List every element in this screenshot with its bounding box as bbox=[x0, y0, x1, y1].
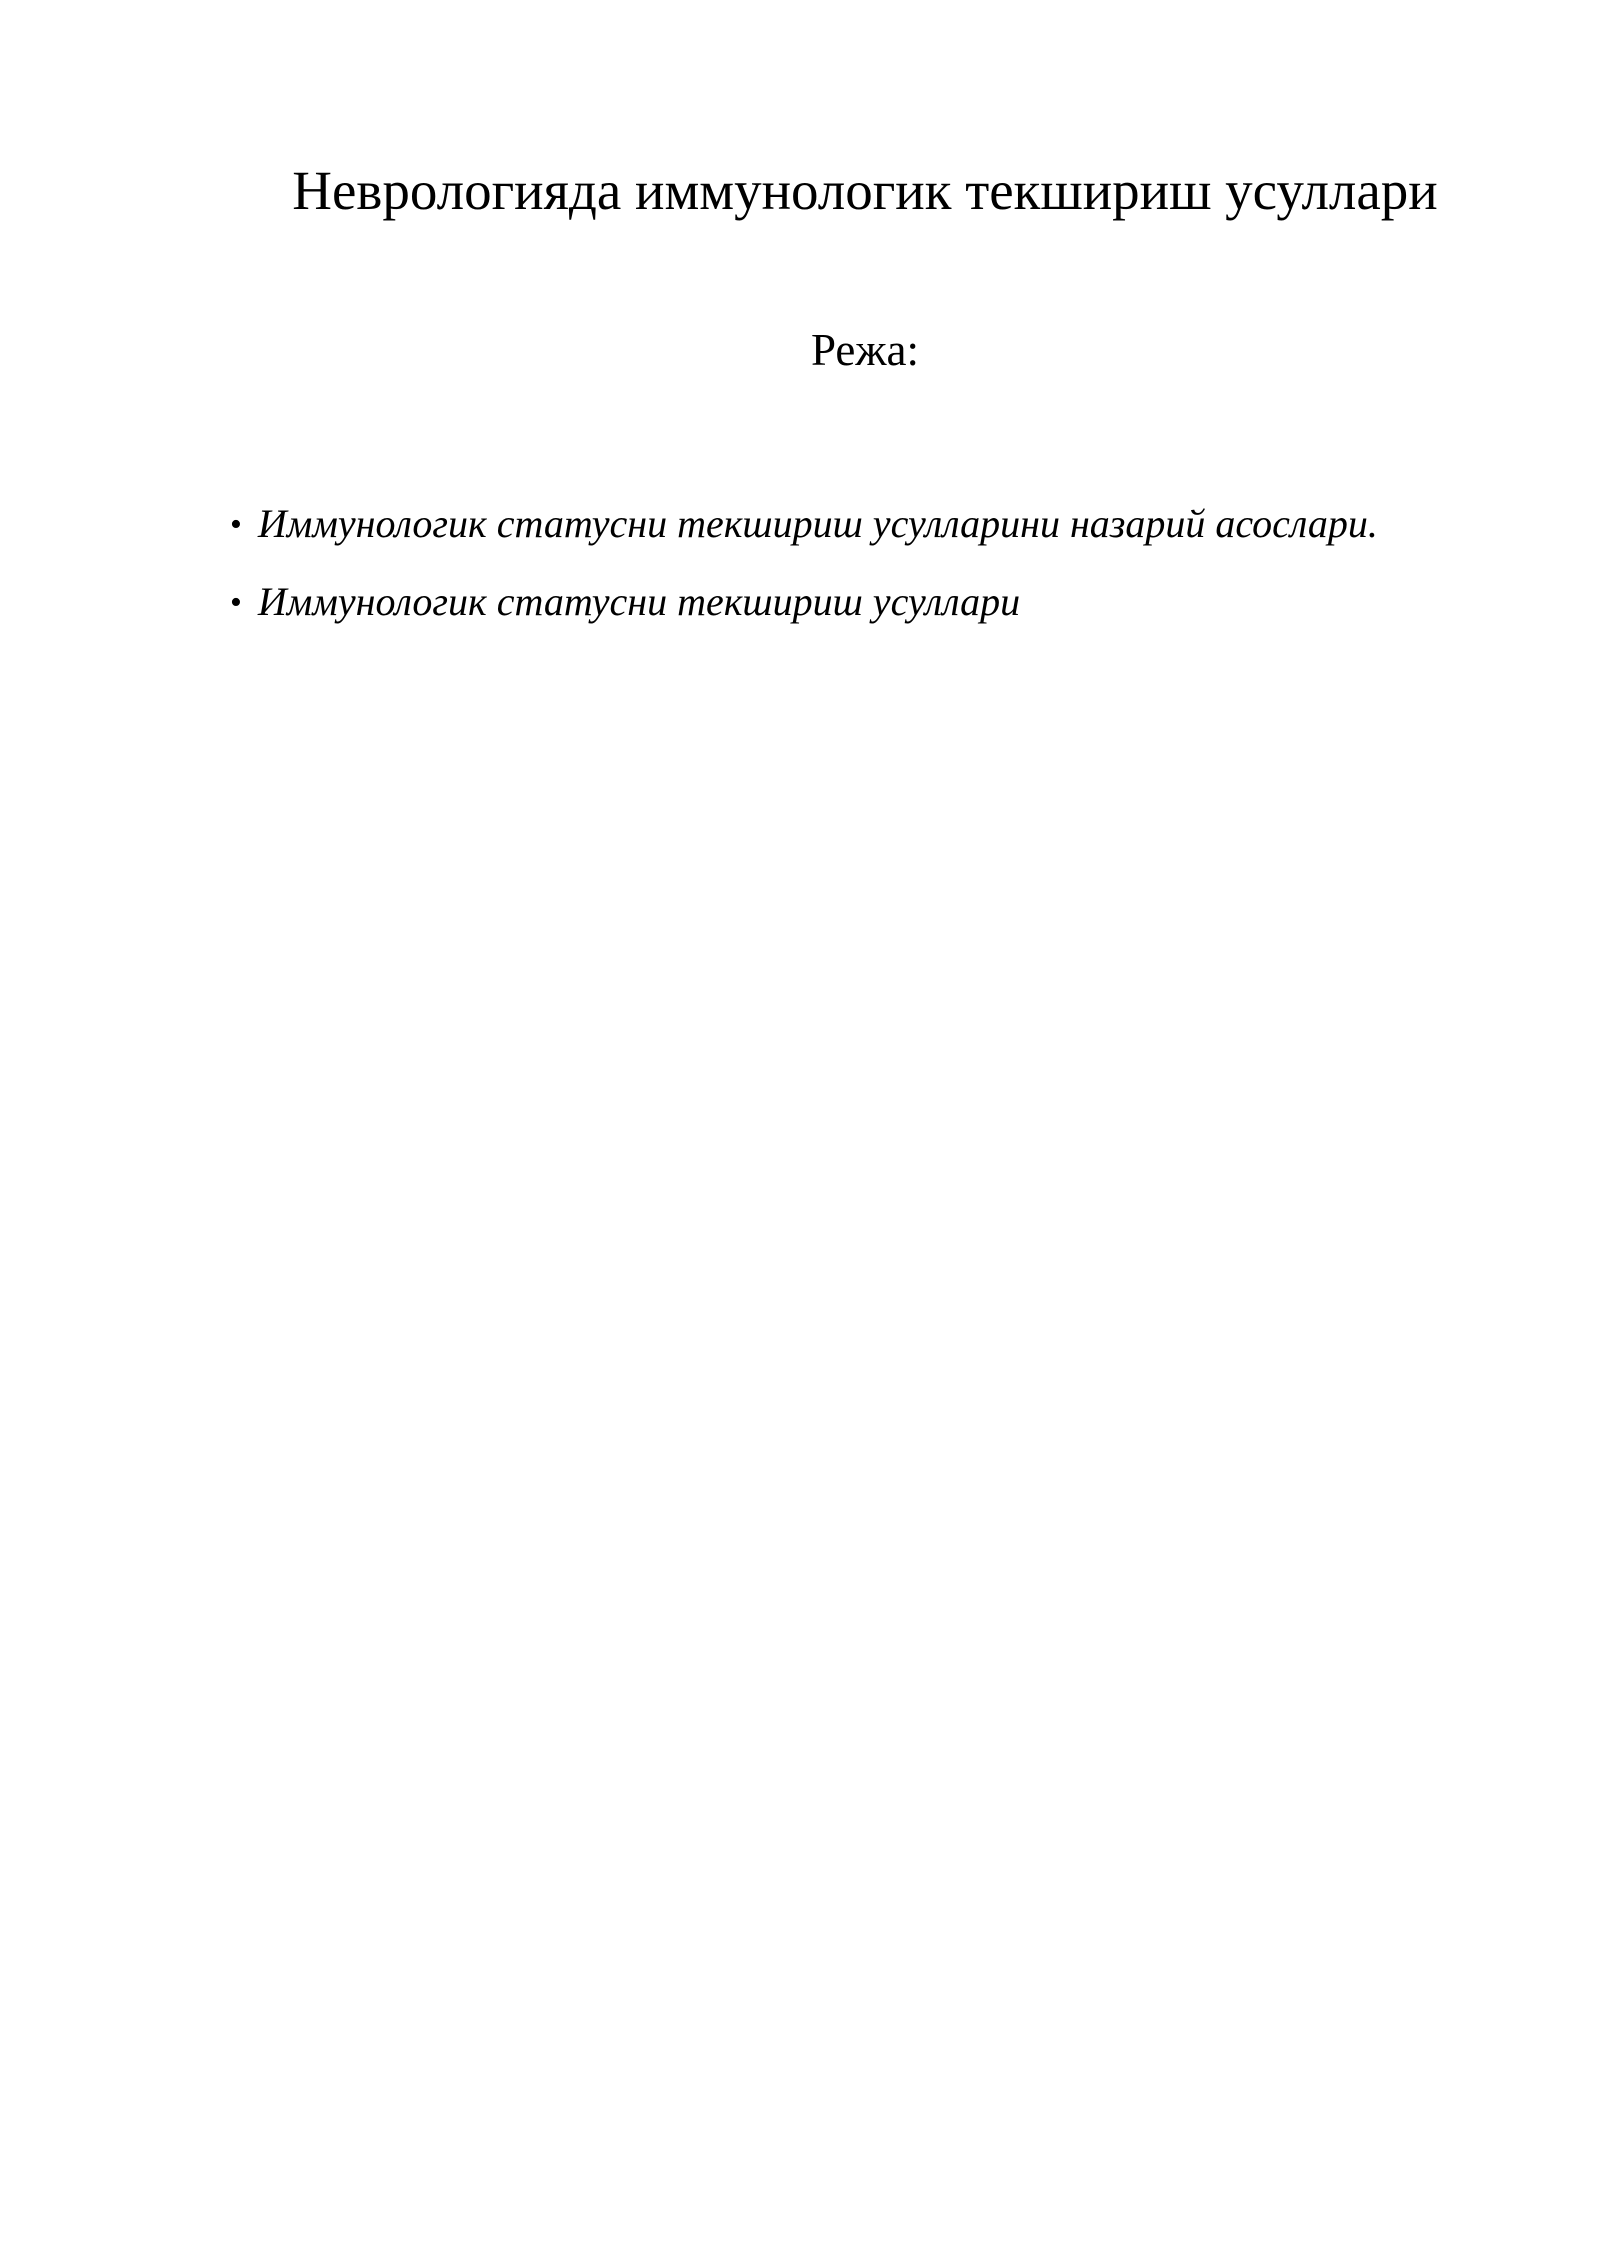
bullet-icon: • bbox=[230, 506, 242, 543]
list-item bbox=[230, 485, 1380, 563]
list-item-text: Иммунологик статусни текшириш усуллари bbox=[257, 579, 1021, 624]
list-item bbox=[230, 563, 1380, 641]
bullet-icon: • bbox=[230, 584, 242, 621]
plan-heading: Режа: bbox=[811, 325, 919, 375]
plan-list bbox=[230, 485, 1380, 641]
list-item-text: Иммунологик статусни текшириш усулларини назарий асослари. bbox=[257, 501, 1378, 546]
document-title: Неврологияда иммунологик текшириш усуллари bbox=[292, 160, 1438, 221]
